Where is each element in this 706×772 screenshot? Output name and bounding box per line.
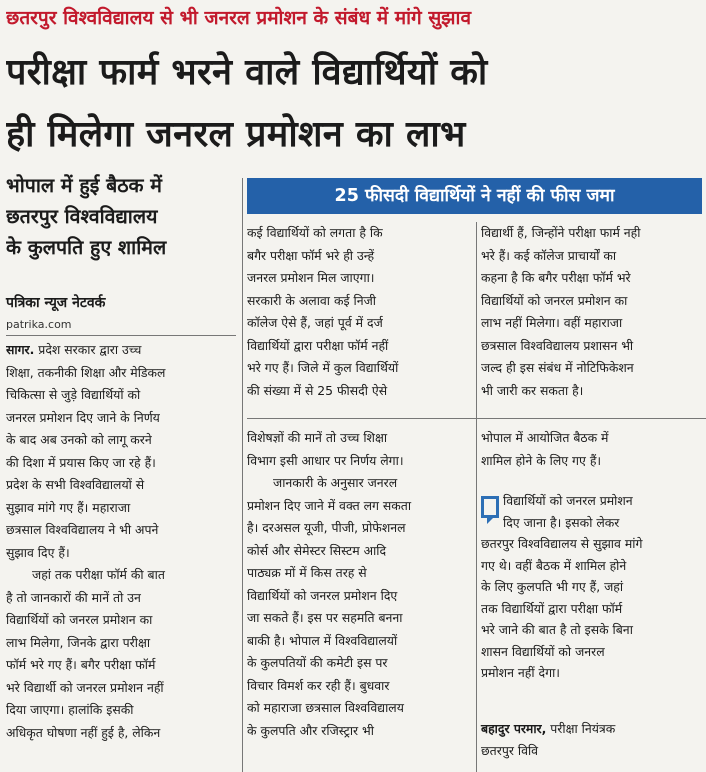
article-line: प्रमोशन दिए जाने में वक्त लग सकता (247, 497, 412, 513)
quote-line: प्रमोशन नहीं देगा। (481, 665, 560, 680)
article-line: बगैर परीक्षा फॉर्म भरे ही उन्हें (247, 247, 375, 263)
article-line: शिक्षा, तकनीकी शिक्षा और मेडिकल (6, 364, 166, 380)
article-line: सरकारी के अलावा कई निजी (247, 292, 376, 308)
quote-line: भरे जाने की बात है तो इसके बिना (481, 622, 633, 637)
article-line: लाभ नहीं मिलेगा। वहीं महाराजा (481, 315, 623, 330)
article-line: है। दरअसल यूजी, पीजी, प्रोफेशनल (247, 520, 406, 535)
article-line: छत्रसाल विश्वविद्यालय प्रशासन भी (481, 337, 634, 353)
article-line: पाठ्यक्र मों में किस तरह से (247, 565, 367, 580)
pull-quote-body (481, 533, 703, 684)
headline-line: ही मिलेगा जनरल प्रमोशन का लाभ (6, 114, 466, 155)
article-line: जहां तक परीक्षा फॉर्म की बात (32, 567, 165, 582)
article-line-text: प्रदेश सरकार द्वारा उच्च (34, 342, 142, 357)
quote-line: शासन विद्यार्थियों को जनरल (481, 643, 605, 659)
article-line: के कुलपति और रजिस्ट्रार भी (247, 722, 374, 738)
article-line: कहना है कि बगैर परीक्षा फॉर्म भरे (481, 270, 631, 285)
pull-quote-head (503, 490, 703, 533)
article-column-1 (6, 339, 238, 744)
article-line: के कुलपतियों की कमेटी इस पर (247, 655, 388, 670)
article-column-2-bottom (247, 427, 472, 742)
article-line: जनरल प्रमोशन दिए जाने के निर्णय (6, 409, 160, 425)
headline-line: परीक्षा फार्म भरने वाले विद्यार्थियों को (6, 52, 488, 93)
article-column-3-bottom (481, 427, 703, 472)
section-banner: 25 फीसदी विद्यार्थियों ने नहीं की फीस जमा (247, 178, 702, 214)
article-line: के बाद अब उनको को लागू करने (6, 432, 152, 447)
article-line: को महाराजा छत्रसाल विश्वविद्यालय (247, 700, 404, 715)
article-line: की संख्या में से 25 फीसदी ऐसे (247, 382, 388, 398)
article-line: कोर्स और सेमेस्टर सिस्टम आदि (247, 542, 387, 558)
article-line: भोपाल में आयोजित बैठक में (481, 430, 609, 445)
article-line: कई विद्यार्थियों को लगता है कि (247, 225, 383, 240)
dateline: सागर. (6, 342, 35, 357)
article-line: विभाग इसी आधार पर निर्णय लेगा। (247, 452, 404, 468)
article-line: विद्यार्थियों को जनरल प्रमोशन दिए (247, 587, 398, 603)
quote-line: के लिए कुलपति भी गए हैं, जहां (481, 579, 624, 594)
article-line: की दिशा में प्रयास किए जा रहे हैं। (6, 454, 156, 470)
article-column-3-top (481, 222, 703, 402)
article-line: जा सकते हैं। इस पर सहमति बनना (247, 610, 403, 625)
article-line (6, 339, 238, 362)
byline: पत्रिका न्यूज नेटवर्क (6, 295, 106, 311)
source-site: patrika.com (6, 318, 72, 331)
article-line: विद्यार्थियों को जनरल प्रमोशन का (481, 292, 628, 308)
article-line: अधिकृत घोषणा नहीं हुई है, लेकिन (6, 724, 161, 740)
article-line: विद्यार्थी हैं, जिन्होंने परीक्षा फार्म नही (481, 225, 641, 240)
article-line: दिया जाएगा। हालांकि इसकी (6, 702, 134, 717)
article-line: विचार विमर्श कर रही हैं। बुधवार (247, 677, 390, 693)
attribution-name: बहादुर परमार, (481, 721, 547, 736)
quote-line: तक विद्यार्थियों द्वारा परीक्षा फॉर्म (481, 600, 623, 616)
article-line: विद्यार्थियों द्वारा परीक्षा फॉर्म नहीं (247, 337, 389, 353)
byline-divider (6, 335, 236, 336)
subhead-line: छतरपुर विश्वविद्यालय (6, 205, 158, 228)
article-line: है तो जानकारों की मानें तो उन (6, 589, 141, 605)
quote-line: छतरपुर विश्वविद्यालय से सुझाव मांगे (481, 536, 643, 551)
section-divider (247, 418, 706, 419)
quote-attribution (481, 718, 615, 762)
column-divider (242, 178, 243, 772)
subheadline (6, 170, 242, 263)
article-line: भी जारी कर सकता है। (481, 382, 584, 398)
subhead-line: के कुलपति हुए शामिल (6, 236, 167, 259)
attribution-line (481, 718, 615, 740)
main-headline (6, 42, 700, 166)
kicker-headline: छतरपुर विश्वविद्यालय से भी जनरल प्रमोशन के संबंध में मांगे सुझाव (6, 7, 472, 29)
article-line: कॉलेज ऐसे हैं, जहां पूर्व में दर्ज (247, 315, 383, 330)
article-line: जानकारी के अनुसार जनरल (273, 475, 398, 490)
article-line: बाकी है। भोपाल में विश्वविद्यालयों (247, 632, 398, 648)
article-line: जनरल प्रमोशन मिल जाएगा। (247, 270, 375, 285)
article-line: विशेषज्ञों की मानें तो उच्च शिक्षा (247, 430, 388, 445)
attribution-place: छतरपुर विवि (481, 743, 539, 758)
quote-line: दिए जाना है। इसको लेकर (503, 514, 620, 530)
article-line: भरे गए हैं। जिले में कुल विद्यार्थियों (247, 360, 399, 375)
article-line: विद्यार्थियों को जनरल प्रमोशन का (6, 612, 153, 627)
attribution-role: परीक्षा नियंत्रक (546, 721, 616, 736)
column-divider (476, 222, 477, 772)
quote-line: विद्यार्थियों को जनरल प्रमोशन (503, 493, 633, 508)
article-line: सुझाव मांगे गए हैं। महाराजा (6, 499, 131, 515)
article-line: भरे हैं। कई कॉलेज प्राचार्यों का (481, 247, 617, 263)
article-line: छत्रसाल विश्वविद्यालय ने भी अपने (6, 522, 159, 537)
article-line: लाभ मिलेगा, जिनके द्वारा परीक्षा (6, 634, 151, 650)
article-line: भरे विद्यार्थी को जनरल प्रमोशन नहीं (6, 679, 164, 695)
article-line: जल्द ही इस संबंध में नोटिफिकेशन (481, 360, 634, 375)
article-line: शामिल होने के लिए गए हैं। (481, 452, 602, 468)
article-line: चिकित्सा से जुड़े विद्यार्थियों को (6, 387, 141, 402)
quote-line: गए थे। वहीं बैठक में शामिल होने (481, 557, 627, 573)
article-column-2-top (247, 222, 472, 402)
subhead-line: भोपाल में हुई बैठक में (6, 174, 162, 197)
article-line: प्रदेश के सभी विश्वविद्यालयों से (6, 477, 145, 492)
article-line: सुझाव दिए हैं। (6, 544, 70, 560)
article-line: फॉर्म भरे गए हैं। बगैर परीक्षा फॉर्म (6, 657, 156, 672)
quote-icon (481, 496, 499, 518)
